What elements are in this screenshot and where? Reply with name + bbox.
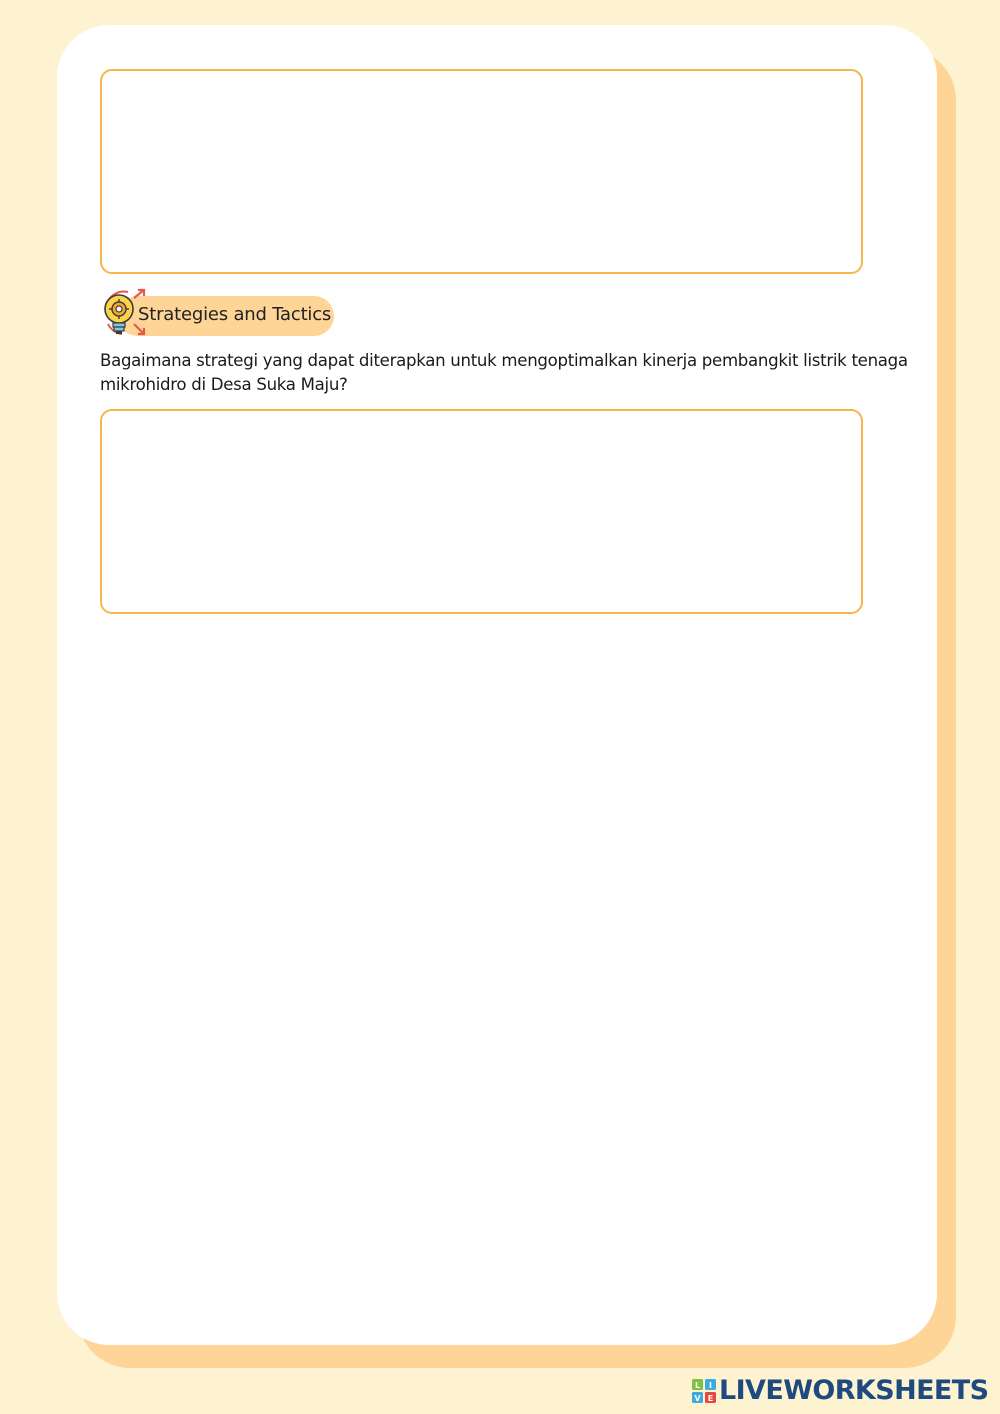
badge-letter-e: E xyxy=(707,1394,714,1403)
answer-box-1[interactable] xyxy=(100,69,863,274)
answer-box-2[interactable] xyxy=(100,409,863,614)
section-title: Strategies and Tactics xyxy=(138,304,332,325)
badge-letter-i: I xyxy=(709,1381,712,1390)
badge-letter-l: L xyxy=(694,1381,701,1390)
badge-letter-v: V xyxy=(694,1394,701,1403)
liveworksheets-logo xyxy=(692,1374,988,1408)
question-text: Bagaimana strategi yang dapat diterapkan untuk mengoptimalkan kinerja pembangkit listrik tenaga mikrohidro di Desa Suka Maju? xyxy=(100,351,908,394)
brand-text: LIVEWORKSHEETS xyxy=(719,1375,989,1406)
liveworksheets-badge-icon xyxy=(692,1379,716,1403)
